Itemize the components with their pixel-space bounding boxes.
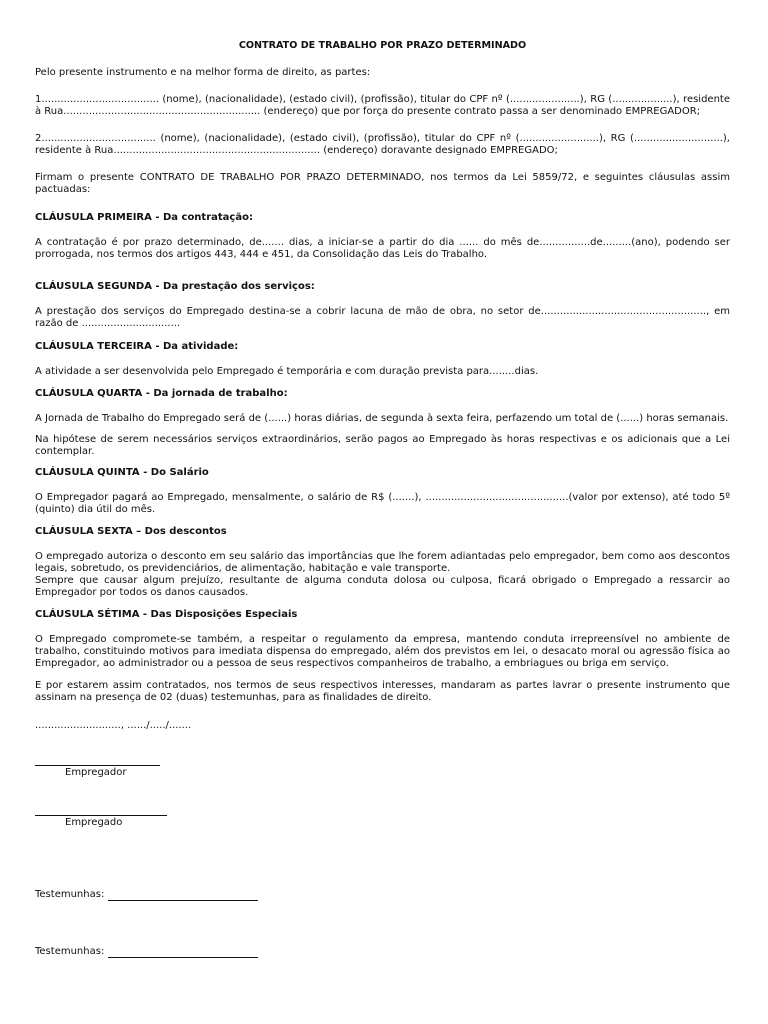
clause-heading: CLÁUSULA SEXTA – Dos descontos [35, 526, 227, 537]
clause-second [35, 281, 730, 330]
witness-line-1 [35, 889, 730, 901]
clause-paragraph: A atividade a ser desenvolvida pelo Empregado é temporária e com duração prevista para........dias. [35, 366, 539, 377]
party-employer-paragraph: 1..................................... (nome), (nacionalidade), (estado civil), (profissão), titular do CPF nº (......................), RG (...................), residente à Rua.............................................................. (endereço) que por força do presente contrato passa a ser denominado EMPREGADOR; [35, 94, 730, 117]
closing-paragraph: E por estarem assim contratados, nos termos de seus respectivos interesses, mandaram as partes lavrar o presente instrumento que assinam na presença de 02 (duas) testemunhas, para as finalidades de direito. [35, 680, 730, 703]
signature-line [35, 815, 167, 816]
signature-line [35, 765, 160, 766]
party-employee-paragraph: 2.................................... (nome), (nacionalidade), (estado civil), (profissão), titular do CPF nº (.........................), RG (............................), residente à Rua................................................................. (endereço) doravante designado EMPREGADO; [35, 133, 730, 156]
clause-seventh [35, 609, 730, 670]
clause-paragraph: A prestação dos serviços do Empregado destina-se a cobrir lacuna de mão de obra, no setor de...................................................., em razão de ............................... [35, 306, 730, 329]
clause-first [35, 212, 730, 261]
clause-heading: CLÁUSULA SÉTIMA - Das Disposições Especiais [35, 609, 298, 620]
employer-signature-block [35, 765, 170, 779]
clause-heading: CLÁUSULA PRIMEIRA - Da contratação: [35, 212, 253, 223]
clause-fifth [35, 467, 730, 516]
intro-paragraph: Pelo presente instrumento e na melhor forma de direito, as partes: [35, 67, 371, 78]
clause-fourth [35, 388, 730, 458]
witness-signature-line [108, 947, 258, 958]
witness-signature-line [108, 890, 258, 901]
agreement-statement: Firmam o presente CONTRATO DE TRABALHO POR PRAZO DETERMINADO, nos termos da Lei 5859/72, e seguintes cláusulas assim pactuadas: [35, 172, 730, 195]
witness-line-2 [35, 946, 730, 958]
date-line: ..........................., ....../...../....... [35, 720, 192, 731]
clause-paragraph: Sempre que causar algum prejuízo, resultante de alguma conduta dolosa ou culposa, ficará obrigado o Empregado a ressarcir ao Empregador por todos os danos causados. [35, 575, 730, 598]
witness-label: Testemunhas: [35, 946, 105, 957]
clause-heading: CLÁUSULA QUARTA - Da jornada de trabalho: [35, 388, 288, 399]
witness-label: Testemunhas: [35, 889, 105, 900]
employer-signature-label: Empregador [65, 767, 127, 778]
clause-heading: CLÁUSULA TERCEIRA - Da atividade: [35, 341, 239, 352]
clause-paragraph: O Empregador pagará ao Empregado, mensalmente, o salário de R$ (.......), .............................................(valor por extenso), até todo 5º (quinto) dia útil do mês. [35, 492, 730, 515]
clause-heading: CLÁUSULA SEGUNDA - Da prestação dos serviços: [35, 281, 315, 292]
clause-heading: CLÁUSULA QUINTA - Do Salário [35, 467, 209, 478]
clause-paragraph: O Empregado compromete-se também, a respeitar o regulamento da empresa, mantendo conduta irrepreensível no ambiente de trabalho, constituindo motivos para imediata dispensa do empregado, além dos previstos em lei, o desacato moral ou agressão física ao Empregador, ao administrador ou a pessoa de seus respectivos companheiros de trabalho, a embriagues ou briga em serviço. [35, 634, 730, 669]
clause-paragraph: Na hipótese de serem necessários serviços extraordinários, serão pagos ao Empregado às horas respectivas e os adicionais que a Lei contemplar. [35, 434, 730, 457]
clause-sixth [35, 526, 730, 599]
clause-paragraph: O empregado autoriza o desconto em seu salário das importâncias que lhe forem adiantadas pelo empregador, bem como aos descontos legais, sobretudo, os previdenciários, de alimentação, habitação e vale transporte. [35, 551, 730, 574]
clause-paragraph: A Jornada de Trabalho do Empregado será de (......) horas diárias, de segunda à sexta feira, perfazendo um total de (......) horas semanais. [35, 413, 729, 424]
clause-paragraph: A contratação é por prazo determinado, de....... dias, a iniciar-se a partir do dia ...... do mês de................de.........(ano), podendo ser prorrogada, nos termos dos artigos 443, 444 e 451, da Consolidação das Leis do Trabalho. [35, 237, 730, 260]
document-title: CONTRATO DE TRABALHO POR PRAZO DETERMINADO [238, 40, 527, 51]
employee-signature-block [35, 815, 170, 829]
employee-signature-label: Empregado [65, 817, 123, 828]
clause-third [35, 341, 730, 378]
